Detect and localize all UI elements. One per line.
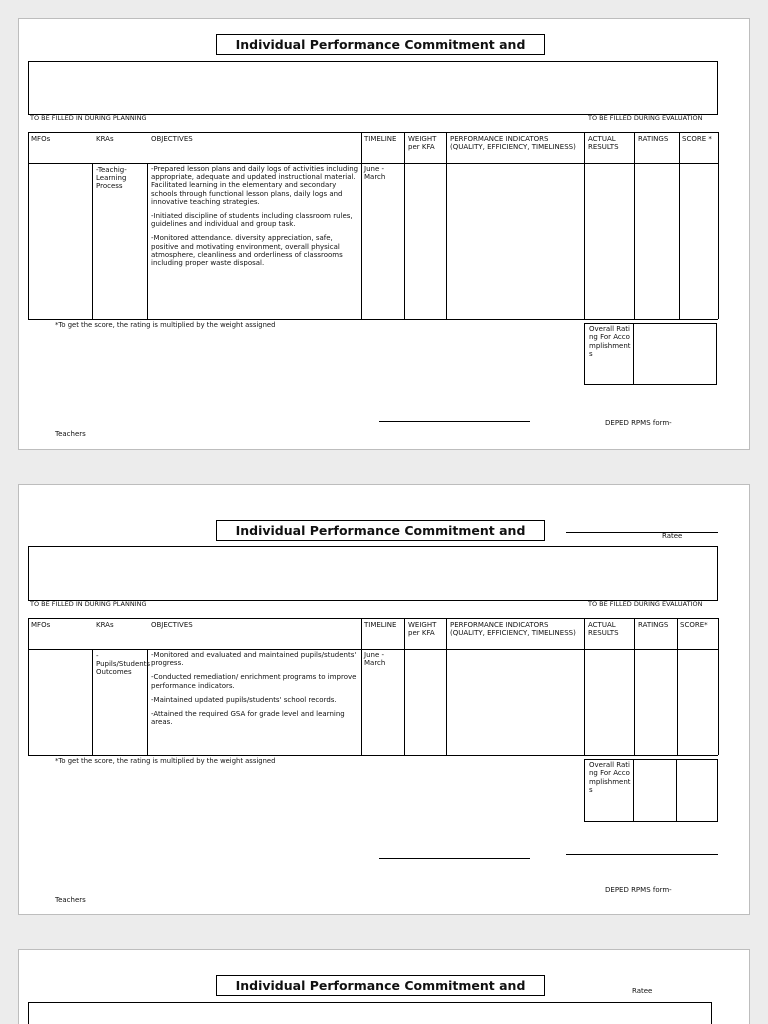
col-divider xyxy=(446,132,447,319)
form-title: Individual Performance Commitment and xyxy=(216,34,545,55)
section-evaluation: TO BE FILLED DURING EVALUATION xyxy=(588,114,703,122)
objective-item: -Conducted remediation/ enrichment programs to improve performance indicators. xyxy=(151,673,357,690)
rating-box-divider xyxy=(676,759,677,822)
objectives-cell xyxy=(151,651,359,732)
col-divider xyxy=(28,618,29,755)
kra-cell: -Pupils/Students Outcomes xyxy=(96,652,151,677)
score-note: *To get the score, the rating is multiplied by the weight assigned xyxy=(55,757,276,765)
col-divider xyxy=(679,132,680,319)
header-weight: WEIGHT per KFA xyxy=(408,135,437,152)
col-divider xyxy=(361,132,362,319)
form-title: Individual Performance Commitment and xyxy=(216,520,545,541)
form-title: Individual Performance Commitment and xyxy=(216,975,545,996)
col-divider xyxy=(147,163,148,319)
objective-item: -Initiated discipline of students including classroom rules, guidelines and individual and group task. xyxy=(151,212,353,229)
teachers-label: Teachers xyxy=(55,430,86,438)
col-divider xyxy=(361,618,362,755)
objective-item: -Attained the required GSA for grade level and learning areas. xyxy=(151,710,345,727)
table-header-bottom xyxy=(28,163,718,164)
col-divider xyxy=(92,163,93,319)
col-divider xyxy=(92,649,93,755)
header-actual: ACTUAL RESULTS xyxy=(588,135,619,152)
header-indicators: PERFORMANCE INDICATORS (QUALITY, EFFICIENCY, TIMELINESS) xyxy=(450,135,576,152)
kra-cell: -Teachig-Learning Process xyxy=(96,166,127,191)
table-top-line xyxy=(28,132,718,133)
header-objectives: OBJECTIVES xyxy=(151,135,193,143)
col-divider xyxy=(404,618,405,755)
section-planning: TO BE FILLED IN DURING PLANNING xyxy=(30,600,147,608)
timeline-cell: June -March xyxy=(364,651,386,668)
col-divider xyxy=(584,132,585,319)
section-planning: TO BE FILLED IN DURING PLANNING xyxy=(30,114,147,122)
header-rating: RATINGS xyxy=(638,621,669,629)
col-divider xyxy=(718,132,719,319)
score-note: *To get the score, the rating is multiplied by the weight assigned xyxy=(55,321,276,329)
table-bottom-line xyxy=(28,755,718,756)
ratee-signature-line xyxy=(566,532,718,533)
header-info-box xyxy=(28,1002,712,1024)
header-actual: ACTUAL RESULTS xyxy=(588,621,619,638)
overall-rating-label: Overall Rating For Accomplishments xyxy=(589,761,631,794)
header-kra: KRAs xyxy=(96,135,114,143)
header-mfo: MFOs xyxy=(31,621,51,629)
rating-box-divider xyxy=(633,759,634,822)
header-objectives: OBJECTIVES xyxy=(151,621,193,629)
objectives-cell xyxy=(151,165,359,273)
header-timeline: TIMELINE xyxy=(364,135,397,143)
rating-box-divider xyxy=(633,323,634,385)
header-info-box xyxy=(28,546,718,601)
header-kra: KRAs xyxy=(96,621,114,629)
col-divider xyxy=(718,618,719,755)
header-info-box xyxy=(28,61,718,115)
ratee-label: Ratee xyxy=(632,987,653,995)
table-bottom-line xyxy=(28,319,718,320)
ratee-label: Ratee xyxy=(662,532,683,540)
page-2 xyxy=(18,484,750,915)
overall-rating-label: Overall Rating For Accomplishments xyxy=(589,325,631,358)
col-divider xyxy=(446,618,447,755)
objective-item: -Prepared lesson plans and daily logs of activities including appropriate, adequate and updated instructional material. Facilitated learning in the elementary and secondary schools through functional lesson plans, daily logs and innovative teaching strategies. xyxy=(151,165,359,206)
objective-item: -Monitored and evaluated and maintained pupils/students' progress. xyxy=(151,651,357,668)
header-weight: WEIGHT per KFA xyxy=(408,621,437,638)
header-mfo: MFOs xyxy=(31,135,51,143)
col-divider xyxy=(634,618,635,755)
col-divider xyxy=(404,132,405,319)
page-1 xyxy=(18,18,750,450)
col-divider xyxy=(28,132,29,319)
col-divider xyxy=(584,618,585,755)
table-top-line xyxy=(28,618,718,619)
objective-item: -Maintained updated pupils/students' school records. xyxy=(151,695,337,704)
col-divider xyxy=(634,132,635,319)
form-code: DEPED RPMS form- xyxy=(605,886,672,894)
objective-item: -Monitored attendance. diversity appreciation, safe, positive and motivating environment, overall physical atmosphere, cleanliness and orderliness of classrooms including proper waste disposal. xyxy=(151,234,343,268)
signature-line xyxy=(379,858,530,859)
signature-line xyxy=(379,421,530,422)
header-score: SCORE* xyxy=(680,621,708,629)
header-indicators: PERFORMANCE INDICATORS (QUALITY, EFFICIENCY, TIMELINESS) xyxy=(450,621,576,638)
col-divider xyxy=(677,618,678,755)
page-3 xyxy=(18,949,750,1024)
section-evaluation: TO BE FILLED DURING EVALUATION xyxy=(588,600,703,608)
form-code: DEPED RPMS form- xyxy=(605,419,672,427)
table-header-bottom xyxy=(28,649,718,650)
header-rating: RATINGS xyxy=(638,135,669,143)
teachers-label: Teachers xyxy=(55,896,86,904)
header-timeline: TIMELINE xyxy=(364,621,397,629)
timeline-cell: June -March xyxy=(364,165,386,182)
signature-line xyxy=(566,854,718,855)
header-score: SCORE * xyxy=(682,135,712,143)
